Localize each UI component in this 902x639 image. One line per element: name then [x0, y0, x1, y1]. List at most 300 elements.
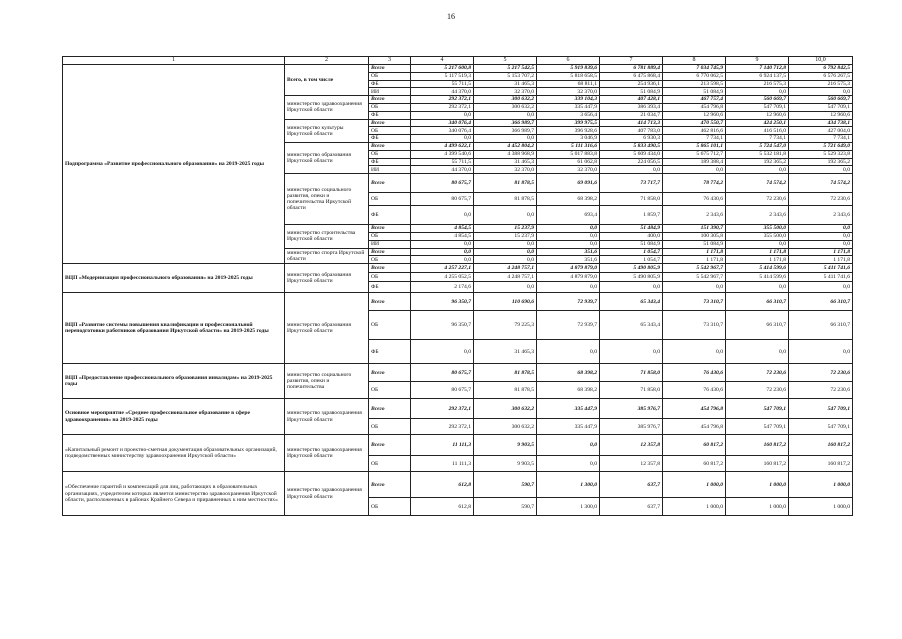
value-cell: 0,0 [789, 88, 853, 96]
value-cell: 5 724 547,0 [726, 142, 789, 150]
value-cell: 1 000,0 [789, 472, 853, 498]
value-cell: 7 734,1 [789, 135, 853, 143]
funding-source-cell: ОБ [369, 419, 411, 435]
value-cell: 0,0 [726, 240, 789, 248]
value-cell: 151 390,7 [663, 225, 726, 233]
value-cell: 0,0 [663, 166, 726, 174]
value-cell: 547 709,1 [789, 419, 853, 435]
value-cell: 399 975,5 [537, 119, 600, 127]
value-cell: 292 372,1 [411, 399, 474, 419]
value-cell: 5 414 599,6 [726, 273, 789, 282]
value-cell: 4 499 622,1 [411, 142, 474, 150]
value-cell: 81 878,5 [474, 193, 537, 206]
value-cell: 21 034,7 [600, 111, 663, 119]
value-cell: 78 774,2 [663, 174, 726, 193]
funding-source-cell: Всего [369, 293, 411, 311]
value-cell: 3 046,9 [537, 135, 600, 143]
value-cell: 72 230,6 [789, 193, 853, 206]
value-cell: 12 960,6 [663, 111, 726, 119]
value-cell: 0,0 [537, 282, 600, 293]
value-cell: 73 310,7 [663, 293, 726, 311]
value-cell: 4 248 757,1 [474, 264, 537, 273]
value-cell: 0,0 [474, 206, 537, 225]
executor-cell: министерство здравоохранения Иркутской области [285, 96, 369, 119]
funding-source-cell: ОБ [369, 127, 411, 135]
value-cell: 7 734,1 [726, 135, 789, 143]
value-cell: 80 675,7 [411, 364, 474, 382]
funding-source-cell: ОБ [369, 456, 411, 472]
funding-source-cell: ФБ [369, 158, 411, 166]
value-cell: 110 690,6 [474, 293, 537, 311]
value-cell: 5 721 649,0 [789, 142, 853, 150]
value-cell: 51 084,9 [600, 240, 663, 248]
value-cell: 7 140 712,8 [726, 65, 789, 73]
value-cell: 192 365,2 [789, 158, 853, 166]
funding-source-cell: ФБ [369, 282, 411, 293]
value-cell: 5 833 490,5 [600, 142, 663, 150]
header-cell: 5 [474, 57, 537, 65]
value-cell: 5 675 712,7 [663, 150, 726, 158]
table-row [63, 65, 853, 73]
value-cell: 5 865 101,1 [663, 142, 726, 150]
value-cell: 0,0 [537, 225, 600, 233]
value-cell: 0,0 [537, 240, 600, 248]
value-cell: 416 516,0 [726, 127, 789, 135]
value-cell: 71 858,0 [600, 193, 663, 206]
value-cell: 15 237,9 [474, 232, 537, 240]
value-cell: 76 430,6 [663, 382, 726, 399]
executor-cell: министерство строительства Иркутской области [285, 225, 369, 248]
value-cell: 60 817,2 [663, 456, 726, 472]
value-cell: 0,0 [663, 282, 726, 293]
value-cell: 80 675,7 [411, 193, 474, 206]
value-cell: 55 711,5 [411, 158, 474, 166]
value-cell: 65 343,4 [600, 311, 663, 340]
value-cell: 300 632,2 [474, 96, 537, 104]
value-cell: 339 104,3 [537, 96, 600, 104]
value-cell: 0,0 [474, 256, 537, 264]
value-cell: 385 976,7 [600, 419, 663, 435]
value-cell: 96 350,7 [411, 293, 474, 311]
value-cell: 1 300,0 [537, 472, 600, 498]
value-cell: 0,0 [474, 240, 537, 248]
program-title-cell: Подпрограмма «Развитие профессионального образования» на 2019-2025 годы [63, 65, 285, 264]
value-cell: 612,8 [411, 498, 474, 516]
value-cell: 366 989,7 [474, 119, 537, 127]
value-cell: 0,0 [411, 111, 474, 119]
funding-source-cell: Всего [369, 248, 411, 256]
value-cell: 1 000,0 [663, 472, 726, 498]
value-cell: 0,0 [789, 225, 853, 233]
value-cell: 5 111 316,6 [537, 142, 600, 150]
funding-source-cell: ОБ [369, 72, 411, 80]
value-cell: 2 343,6 [663, 206, 726, 225]
value-cell: 4 248 757,1 [474, 273, 537, 282]
value-cell: 5 529 323,8 [789, 150, 853, 158]
value-cell: 216 575,3 [789, 80, 853, 88]
value-cell: 0,0 [789, 232, 853, 240]
executor-cell: министерство социального развития, опеки и попечительства [285, 364, 369, 399]
funding-source-cell: Всего [369, 96, 411, 104]
table-row [63, 293, 853, 311]
value-cell: 1 171,8 [726, 256, 789, 264]
value-cell: 1 171,8 [663, 256, 726, 264]
value-cell: 0,0 [600, 282, 663, 293]
value-cell: 1 300,0 [537, 498, 600, 516]
value-cell: 547 709,1 [726, 419, 789, 435]
page-number: 16 [447, 12, 455, 21]
value-cell: 7 734,1 [663, 135, 726, 143]
value-cell: 355 500,0 [726, 225, 789, 233]
value-cell: 1 859,7 [600, 206, 663, 225]
value-cell: 12 960,6 [789, 111, 853, 119]
value-cell: 0,0 [663, 340, 726, 364]
value-cell: 5 490 805,9 [600, 264, 663, 273]
value-cell: 1 000,0 [726, 472, 789, 498]
value-cell: 637,7 [600, 472, 663, 498]
value-cell: 2 343,6 [726, 206, 789, 225]
value-cell: 470 550,7 [663, 119, 726, 127]
funding-source-cell: ФБ [369, 135, 411, 143]
value-cell: 160 817,2 [726, 435, 789, 456]
value-cell: 0,0 [411, 248, 474, 256]
value-cell: 0,0 [789, 166, 853, 174]
program-title-cell: ВЦП «Развитие системы повышения квалификации и профессиональной переподготовки работников образования Иркутской области» на 2019-2025 годы [63, 293, 285, 364]
value-cell: 81 878,5 [474, 174, 537, 193]
executor-cell: министерство образования Иркутской области [285, 142, 369, 173]
value-cell: 547 709,1 [789, 399, 853, 419]
value-cell: 32 370,0 [537, 88, 600, 96]
value-cell: 1 000,0 [663, 498, 726, 516]
value-cell: 355 500,0 [726, 232, 789, 240]
value-cell: 68 398,2 [537, 193, 600, 206]
value-cell: 612,8 [411, 472, 474, 498]
program-title-cell: ВЦП «Модернизация профессионального образования» на 2019-2025 годы [63, 264, 285, 293]
value-cell: 414 713,3 [600, 119, 663, 127]
value-cell: 427 004,0 [789, 127, 853, 135]
value-cell: 454 796,8 [663, 419, 726, 435]
value-cell: 424 250,1 [726, 119, 789, 127]
value-cell: 6 576 267,5 [789, 72, 853, 80]
value-cell: 0,0 [726, 282, 789, 293]
value-cell: 66 310,7 [726, 311, 789, 340]
value-cell: 51 084,9 [600, 88, 663, 96]
value-cell: 11 111,3 [411, 456, 474, 472]
value-cell: 3 656,4 [537, 111, 600, 119]
value-cell: 65 343,4 [600, 293, 663, 311]
funding-source-cell: Всего [369, 435, 411, 456]
program-title-cell: Основное мероприятие «Среднее профессиональное образование в сфере здравоохранения» на 2019-2025 годы [63, 399, 285, 435]
value-cell: 300 632,2 [474, 399, 537, 419]
value-cell: 292 372,1 [411, 103, 474, 111]
value-cell: 292 372,1 [411, 419, 474, 435]
value-cell: 1 000,0 [789, 498, 853, 516]
value-cell: 6 792 842,5 [789, 65, 853, 73]
value-cell: 0,0 [537, 435, 600, 456]
value-cell: 454 796,8 [663, 399, 726, 419]
value-cell: 32 370,0 [474, 88, 537, 96]
value-cell: 0,0 [411, 240, 474, 248]
value-cell: 693,4 [537, 206, 600, 225]
value-cell: 1 171,8 [789, 248, 853, 256]
value-cell: 80 675,7 [411, 382, 474, 399]
value-cell: 15 237,9 [474, 225, 537, 233]
value-cell: 5 414 599,6 [726, 264, 789, 273]
value-cell: 5 532 181,8 [726, 150, 789, 158]
funding-source-cell: Всего [369, 225, 411, 233]
value-cell: 4 879 879,0 [537, 273, 600, 282]
value-cell: 44 370,0 [411, 166, 474, 174]
value-cell: 386 393,4 [600, 103, 663, 111]
value-cell: 385 976,7 [600, 399, 663, 419]
value-cell: 0,0 [600, 340, 663, 364]
value-cell: 69 091,6 [537, 174, 600, 193]
value-cell: 0,0 [537, 340, 600, 364]
header-cell: 6 [537, 57, 600, 65]
funding-source-cell: Всего [369, 142, 411, 150]
executor-cell: министерство здравоохранения Иркутской области [285, 435, 369, 472]
value-cell: 44 370,0 [411, 88, 474, 96]
value-cell: 434 738,1 [789, 119, 853, 127]
value-cell: 192 365,2 [726, 158, 789, 166]
value-cell: 5 818 658,5 [537, 72, 600, 80]
value-cell: 12 357,8 [600, 435, 663, 456]
value-cell: 1 171,8 [663, 248, 726, 256]
value-cell: 32 370,0 [537, 166, 600, 174]
value-cell: 560 669,7 [789, 96, 853, 104]
value-cell: 55 711,5 [411, 80, 474, 88]
value-cell: 351,6 [537, 248, 600, 256]
value-cell: 189 388,4 [663, 158, 726, 166]
value-cell: 72 230,6 [726, 364, 789, 382]
value-cell: 51 484,9 [600, 225, 663, 233]
header-cell: 4 [411, 57, 474, 65]
value-cell: 0,0 [600, 166, 663, 174]
value-cell: 4 854,5 [411, 225, 474, 233]
value-cell: 560 669,7 [726, 96, 789, 104]
value-cell: 407 428,1 [600, 96, 663, 104]
value-cell: 160 817,2 [789, 456, 853, 472]
value-cell: 300 632,2 [474, 419, 537, 435]
value-cell: 216 575,3 [726, 80, 789, 88]
funding-source-cell: Всего [369, 174, 411, 193]
value-cell: 80 675,7 [411, 174, 474, 193]
header-cell: 2 [285, 57, 369, 65]
funding-source-cell: ОБ [369, 256, 411, 264]
value-cell: 351,6 [537, 256, 600, 264]
funding-source-cell: ОБ [369, 193, 411, 206]
value-cell: 74 574,2 [726, 174, 789, 193]
value-cell: 366 989,7 [474, 127, 537, 135]
value-cell: 73 717,7 [600, 174, 663, 193]
value-cell: 5 411 741,6 [789, 264, 853, 273]
value-cell: 72 230,6 [789, 364, 853, 382]
value-cell: 72 230,6 [726, 382, 789, 399]
header-cell: 1 [63, 57, 285, 65]
value-cell: 71 858,0 [600, 364, 663, 382]
value-cell: 71 858,0 [600, 382, 663, 399]
value-cell: 0,0 [789, 282, 853, 293]
value-cell: 590,7 [474, 498, 537, 516]
value-cell: 224 056,5 [600, 158, 663, 166]
value-cell: 340 076,4 [411, 127, 474, 135]
value-cell: 6 475 868,4 [600, 72, 663, 80]
value-cell: 5 117 519,3 [411, 72, 474, 80]
funding-source-cell: ИИ [369, 240, 411, 248]
value-cell: 66 310,7 [789, 293, 853, 311]
value-cell: 5 017 883,8 [537, 150, 600, 158]
value-cell: 0,0 [537, 232, 600, 240]
value-cell: 96 350,7 [411, 311, 474, 340]
value-cell: 31 465,3 [474, 158, 537, 166]
value-cell: 462 816,6 [663, 127, 726, 135]
value-cell: 4 452 804,2 [474, 142, 537, 150]
funding-source-cell: ОБ [369, 382, 411, 399]
header-row [63, 57, 853, 65]
funding-source-cell: ИИ [369, 166, 411, 174]
value-cell: 160 817,2 [789, 435, 853, 456]
value-cell: 0,0 [411, 135, 474, 143]
value-cell: 31 465,3 [474, 80, 537, 88]
value-cell: 5 542 967,7 [663, 273, 726, 282]
value-cell: 407 783,0 [600, 127, 663, 135]
funding-source-cell: Всего [369, 119, 411, 127]
value-cell: 0,0 [411, 256, 474, 264]
funding-source-cell: Всего [369, 65, 411, 73]
value-cell: 6 770 062,5 [663, 72, 726, 80]
value-cell: 0,0 [726, 88, 789, 96]
value-cell: 335 447,9 [537, 103, 600, 111]
value-cell: 454 796,8 [663, 103, 726, 111]
funding-source-cell: ОБ [369, 498, 411, 516]
funding-source-cell: ОБ [369, 273, 411, 282]
executor-cell: министерство здравоохранения Иркутской области [285, 399, 369, 435]
value-cell: 0,0 [411, 340, 474, 364]
funding-source-cell: Всего [369, 399, 411, 419]
header-cell: 8 [663, 57, 726, 65]
value-cell: 0,0 [411, 206, 474, 225]
value-cell: 0,0 [474, 111, 537, 119]
value-cell: 5 490 805,9 [600, 273, 663, 282]
funding-source-cell: ФБ [369, 80, 411, 88]
value-cell: 100 305,8 [663, 232, 726, 240]
value-cell: 340 076,4 [411, 119, 474, 127]
value-cell: 160 817,2 [726, 456, 789, 472]
value-cell: 547 709,1 [726, 399, 789, 419]
value-cell: 73 310,7 [663, 311, 726, 340]
value-cell: 5 411 741,6 [789, 273, 853, 282]
value-cell: 4 879 879,0 [537, 264, 600, 273]
value-cell: 72 939,7 [537, 293, 600, 311]
value-cell: 68 811,1 [537, 80, 600, 88]
value-cell: 4 399 540,6 [411, 150, 474, 158]
value-cell: 81 878,5 [474, 364, 537, 382]
value-cell: 4 255 052,5 [411, 273, 474, 282]
value-cell: 0,0 [789, 340, 853, 364]
header-cell: 10,0 [789, 57, 853, 65]
value-cell: 31 465,3 [474, 340, 537, 364]
value-cell: 590,7 [474, 472, 537, 498]
value-cell: 5 153 707,2 [474, 72, 537, 80]
value-cell: 2 343,6 [789, 206, 853, 225]
table-row [63, 472, 853, 498]
value-cell: 6 930,3 [600, 135, 663, 143]
value-cell: 467 757,4 [663, 96, 726, 104]
value-cell: 335 447,9 [537, 399, 600, 419]
value-cell: 0,0 [474, 282, 537, 293]
value-cell: 400,0 [600, 232, 663, 240]
funding-source-cell: ОБ [369, 150, 411, 158]
value-cell: 300 632,2 [474, 103, 537, 111]
value-cell: 1 171,8 [789, 256, 853, 264]
header-cell: 7 [600, 57, 663, 65]
value-cell: 0,0 [537, 456, 600, 472]
value-cell: 12 960,6 [726, 111, 789, 119]
value-cell: 7 034 745,9 [663, 65, 726, 73]
program-title-cell: ВЦП «Предоставление профессионального образования инвалидам» на 2019-2025 годы [63, 364, 285, 399]
value-cell: 4 854,5 [411, 232, 474, 240]
funding-source-cell: ФБ [369, 111, 411, 119]
value-cell: 1 171,8 [726, 248, 789, 256]
value-cell: 5 542 967,7 [663, 264, 726, 273]
value-cell: 547 709,1 [789, 103, 853, 111]
header-cell: 9 [726, 57, 789, 65]
value-cell: 72 939,7 [537, 311, 600, 340]
value-cell: 76 430,6 [663, 364, 726, 382]
value-cell: 5 217 600,8 [411, 65, 474, 73]
funding-source-cell: ИИ [369, 88, 411, 96]
budget-table [62, 56, 853, 516]
program-title-cell: «Обеспечение гарантий и компенсаций для лиц, работающих в образовательных организациях, учредителем которых является министерство здравоохранения Иркутской области, расположенных в районах Крайнего Севера и приравненных к ним местностях» [63, 472, 285, 516]
table-row [63, 435, 853, 456]
value-cell: 0,0 [726, 166, 789, 174]
value-cell: 0,0 [474, 248, 537, 256]
value-cell: 2 174,6 [411, 282, 474, 293]
value-cell: 5 217 542,5 [474, 65, 537, 73]
value-cell: 72 230,6 [789, 382, 853, 399]
executor-cell: министерство социального развития, опеки и попечительства Иркутской области [285, 174, 369, 225]
funding-source-cell: Всего [369, 364, 411, 382]
value-cell: 6 924 137,5 [726, 72, 789, 80]
funding-source-cell: ФБ [369, 206, 411, 225]
value-cell: 61 062,8 [537, 158, 600, 166]
funding-source-cell: Всего [369, 264, 411, 273]
funding-source-cell: ОБ [369, 103, 411, 111]
value-cell: 1 054,7 [600, 256, 663, 264]
value-cell: 5 609 434,0 [600, 150, 663, 158]
value-cell: 0,0 [789, 240, 853, 248]
executor-cell: министерство образования Иркутской области [285, 264, 369, 293]
header-cell: 3 [369, 57, 411, 65]
value-cell: 0,0 [726, 340, 789, 364]
value-cell: 213 598,5 [663, 80, 726, 88]
value-cell: 335 447,9 [537, 419, 600, 435]
value-cell: 292 372,1 [411, 96, 474, 104]
value-cell: 81 878,5 [474, 382, 537, 399]
funding-source-cell: ОБ [369, 232, 411, 240]
value-cell: 72 230,6 [726, 193, 789, 206]
value-cell: 254 936,1 [600, 80, 663, 88]
value-cell: 32 370,0 [474, 166, 537, 174]
executor-cell: министерство здравоохранения Иркутской области [285, 472, 369, 516]
value-cell: 66 310,7 [726, 293, 789, 311]
executor-cell: министерство культуры Иркутской области [285, 119, 369, 142]
value-cell: 76 430,6 [663, 193, 726, 206]
executor-cell: министерство спорта Иркутской области [285, 248, 369, 264]
value-cell: 66 310,7 [789, 311, 853, 340]
value-cell: 68 398,2 [537, 382, 600, 399]
table-row [63, 364, 853, 382]
